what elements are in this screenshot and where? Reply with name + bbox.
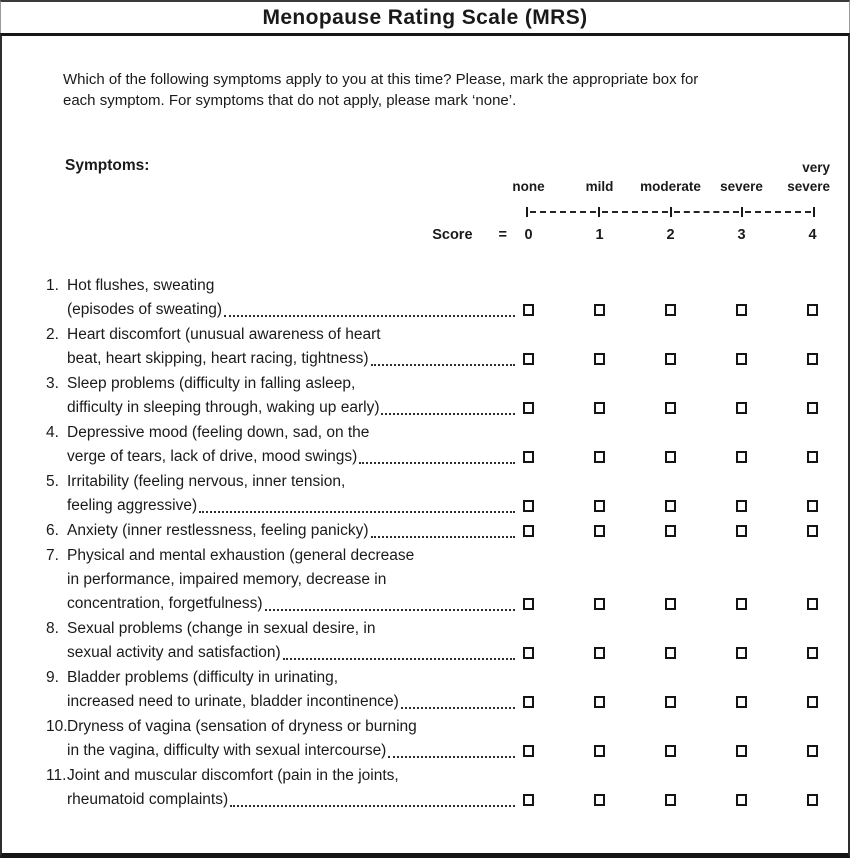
q2-very-severe-checkbox[interactable]: [807, 353, 818, 365]
q4-very-severe-checkbox[interactable]: [807, 451, 818, 463]
equals-sign: =: [498, 227, 507, 243]
symptom-text: difficulty in sleeping through, waking up early): [67, 399, 380, 416]
q1-none-checkbox[interactable]: [523, 304, 534, 316]
q11-moderate-checkbox[interactable]: [665, 794, 676, 806]
q2-moderate-checkbox[interactable]: [665, 353, 676, 365]
q7-severe-checkbox[interactable]: [736, 598, 747, 610]
q10-moderate-checkbox[interactable]: [665, 745, 676, 757]
q4-severe-checkbox[interactable]: [736, 451, 747, 463]
q11-very-severe-checkbox[interactable]: [807, 794, 818, 806]
header-row-scale-line: [2, 206, 848, 218]
q8-severe-checkbox[interactable]: [736, 647, 747, 659]
q5-moderate-checkbox[interactable]: [665, 500, 676, 512]
q11-severe-checkbox[interactable]: [736, 794, 747, 806]
dotted-leader: [265, 609, 515, 611]
symptom-text: in performance, impaired memory, decrease in: [67, 571, 387, 588]
symptom-list: [2, 274, 848, 812]
q10-none-checkbox[interactable]: [523, 745, 534, 757]
symptom-item-8: [46, 617, 848, 665]
symptom-text: Sleep problems (difficulty in falling asleep,: [67, 375, 356, 392]
symptom-text: Sexual problems (change in sexual desire, in: [67, 620, 376, 637]
q8-none-checkbox[interactable]: [523, 647, 534, 659]
q6-very-severe-checkbox[interactable]: [807, 525, 818, 537]
header-row-column-labels: [2, 179, 848, 199]
symptom-text: verge of tears, lack of drive, mood swings): [67, 448, 358, 465]
symptom-text: Irritability (feeling nervous, inner tension,: [67, 473, 346, 490]
symptom-number: 6.: [46, 522, 59, 539]
column-header-mild: mild: [585, 179, 614, 194]
q3-severe-checkbox[interactable]: [736, 402, 747, 414]
q5-none-checkbox[interactable]: [523, 500, 534, 512]
symptom-text: Heart discomfort (unusual awareness of heart: [67, 326, 381, 343]
symptom-text: (episodes of sweating): [67, 301, 223, 318]
scale-tick: [598, 207, 600, 217]
column-header-none: none: [512, 179, 545, 194]
symptom-number: 4.: [46, 424, 59, 441]
very-severe-prefix-label: very: [802, 160, 830, 175]
symptom-item-4: [46, 421, 848, 469]
symptom-text: Joint and muscular discomfort (pain in the joints,: [67, 767, 399, 784]
q5-mild-checkbox[interactable]: [594, 500, 605, 512]
score-value-none: 0: [524, 227, 533, 243]
symptom-text: rheumatoid complaints): [67, 791, 229, 808]
dotted-leader: [283, 658, 515, 660]
q5-severe-checkbox[interactable]: [736, 500, 747, 512]
q2-none-checkbox[interactable]: [523, 353, 534, 365]
symptom-text: in the vagina, difficulty with sexual intercourse): [67, 742, 387, 759]
symptom-text: beat, heart skipping, heart racing, tightness): [67, 350, 369, 367]
symptom-item-7: [46, 544, 848, 616]
q8-mild-checkbox[interactable]: [594, 647, 605, 659]
instructions-line-1: Which of the following symptoms apply to you at this time? Please, mark the appropriate box for: [63, 71, 699, 88]
dotted-leader: [359, 462, 515, 464]
dotted-leader: [224, 315, 515, 317]
symptom-number: 2.: [46, 326, 59, 343]
q9-severe-checkbox[interactable]: [736, 696, 747, 708]
q6-none-checkbox[interactable]: [523, 525, 534, 537]
q4-moderate-checkbox[interactable]: [665, 451, 676, 463]
q6-severe-checkbox[interactable]: [736, 525, 747, 537]
symptom-text: Physical and mental exhaustion (general decrease: [67, 547, 415, 564]
title-band: [0, 0, 850, 33]
q6-moderate-checkbox[interactable]: [665, 525, 676, 537]
symptom-item-3: [46, 372, 848, 420]
symptom-item-11: [46, 764, 848, 812]
symptom-text: Bladder problems (difficulty in urinating,: [67, 669, 339, 686]
q8-very-severe-checkbox[interactable]: [807, 647, 818, 659]
q11-none-checkbox[interactable]: [523, 794, 534, 806]
symptom-text: Anxiety (inner restlessness, feeling panicky): [67, 522, 369, 539]
symptom-text: feeling aggressive): [67, 497, 198, 514]
q6-mild-checkbox[interactable]: [594, 525, 605, 537]
q7-moderate-checkbox[interactable]: [665, 598, 676, 610]
symptom-item-9: [46, 666, 848, 714]
symptom-number: 7.: [46, 547, 59, 564]
header-row-symptoms: [2, 155, 848, 175]
q3-moderate-checkbox[interactable]: [665, 402, 676, 414]
q3-mild-checkbox[interactable]: [594, 402, 605, 414]
q7-mild-checkbox[interactable]: [594, 598, 605, 610]
symptoms-heading: Symptoms:: [65, 157, 150, 174]
q10-very-severe-checkbox[interactable]: [807, 745, 818, 757]
scale-line: [493, 206, 848, 218]
q3-none-checkbox[interactable]: [523, 402, 534, 414]
q7-none-checkbox[interactable]: [523, 598, 534, 610]
score-value-mild: 1: [595, 227, 604, 243]
symptom-number: 8.: [46, 620, 59, 637]
dotted-leader: [230, 805, 515, 807]
symptom-text: concentration, forgetfulness): [67, 595, 263, 612]
score-value-very-severe: 4: [808, 227, 817, 243]
header-row-scores: [2, 225, 848, 245]
scale-tick: [670, 207, 672, 217]
symptom-item-10: [46, 715, 848, 763]
symptom-number: 5.: [46, 473, 59, 490]
score-value-severe: 3: [737, 227, 746, 243]
q4-mild-checkbox[interactable]: [594, 451, 605, 463]
symptom-number: 11.: [46, 767, 67, 784]
symptom-item-5: [46, 470, 848, 518]
score-value-moderate: 2: [666, 227, 675, 243]
q11-mild-checkbox[interactable]: [594, 794, 605, 806]
q7-very-severe-checkbox[interactable]: [807, 598, 818, 610]
column-header-severe: severe: [720, 179, 763, 194]
q3-very-severe-checkbox[interactable]: [807, 402, 818, 414]
instructions-line-2: each symptom. For symptoms that do not apply, please mark ‘none’.: [63, 92, 517, 109]
symptom-number: 10.: [46, 718, 68, 735]
q9-moderate-checkbox[interactable]: [665, 696, 676, 708]
form-body: [0, 33, 850, 858]
q10-mild-checkbox[interactable]: [594, 745, 605, 757]
scale-tick: [741, 207, 743, 217]
q1-severe-checkbox[interactable]: [736, 304, 747, 316]
q5-very-severe-checkbox[interactable]: [807, 500, 818, 512]
symptom-item-6: [46, 519, 848, 543]
symptom-text: sexual activity and satisfaction): [67, 644, 281, 661]
q1-very-severe-checkbox[interactable]: [807, 304, 818, 316]
q8-moderate-checkbox[interactable]: [665, 647, 676, 659]
q4-none-checkbox[interactable]: [523, 451, 534, 463]
symptom-item-1: [46, 274, 848, 322]
column-header-moderate: moderate: [640, 179, 701, 194]
symptom-text: increased need to urinate, bladder incontinence): [67, 693, 399, 710]
scale-tick: [526, 207, 528, 217]
q2-severe-checkbox[interactable]: [736, 353, 747, 365]
symptom-number: 3.: [46, 375, 59, 392]
q1-moderate-checkbox[interactable]: [665, 304, 676, 316]
q1-mild-checkbox[interactable]: [594, 304, 605, 316]
symptom-number: 1.: [46, 277, 59, 294]
symptom-text: Dryness of vagina (sensation of dryness or burning: [67, 718, 417, 735]
symptom-number: 9.: [46, 669, 59, 686]
q9-none-checkbox[interactable]: [523, 696, 534, 708]
symptom-item-2: [46, 323, 848, 371]
instructions: [63, 69, 808, 111]
score-label: Score: [432, 227, 473, 243]
q9-mild-checkbox[interactable]: [594, 696, 605, 708]
q2-mild-checkbox[interactable]: [594, 353, 605, 365]
q10-severe-checkbox[interactable]: [736, 745, 747, 757]
q9-very-severe-checkbox[interactable]: [807, 696, 818, 708]
page-title: Menopause Rating Scale (MRS): [262, 5, 588, 29]
symptom-text: Depressive mood (feeling down, sad, on the: [67, 424, 370, 441]
symptom-text: Hot flushes, sweating: [67, 277, 215, 294]
dotted-leader: [199, 511, 515, 513]
column-header-very-severe: severe: [787, 179, 830, 194]
scale-tick: [813, 207, 815, 217]
